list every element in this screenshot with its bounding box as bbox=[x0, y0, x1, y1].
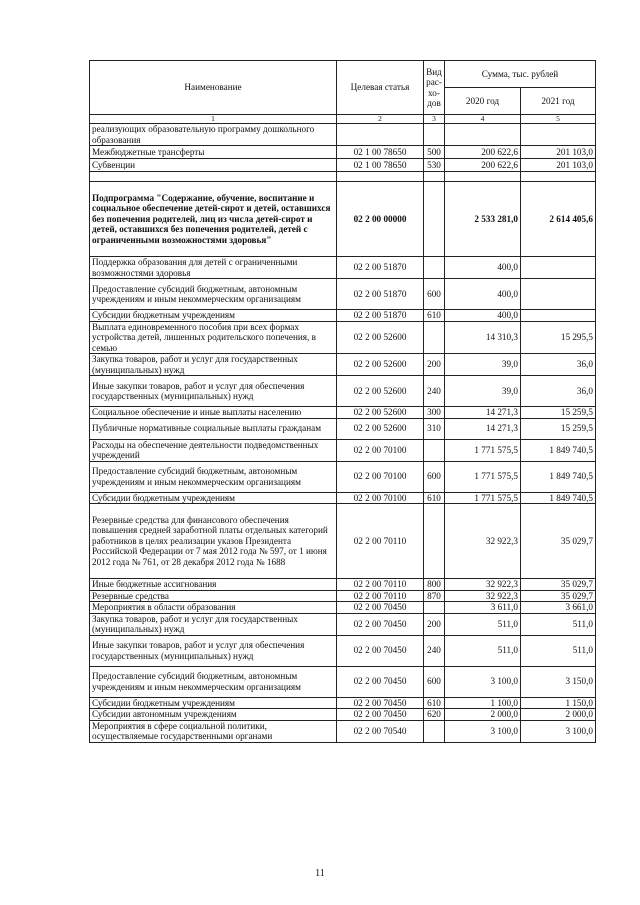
column-index-row bbox=[90, 115, 596, 124]
row-code-cell: 02 2 00 00000 bbox=[337, 182, 424, 257]
table-row bbox=[90, 709, 596, 721]
table-row bbox=[90, 172, 596, 182]
row-name-cell: Субсидии бюджетным учреждениям bbox=[90, 310, 337, 322]
row-sum-2021-cell bbox=[521, 257, 596, 279]
row-vid-cell bbox=[424, 257, 445, 279]
row-sum-2020-cell: 32 922,3 bbox=[445, 590, 521, 602]
row-sum-2020-cell: 2 000,0 bbox=[445, 709, 521, 721]
row-sum-2021-cell: 15 295,5 bbox=[521, 321, 596, 354]
row-name-cell: Межбюджетные трансферты bbox=[90, 146, 337, 159]
header-name: Наименование bbox=[90, 61, 337, 115]
row-sum-2021-cell: 3 661,0 bbox=[521, 602, 596, 614]
row-sum-2020-cell: 1 771 575,5 bbox=[445, 492, 521, 504]
table-row bbox=[90, 257, 596, 279]
row-sum-2021-cell: 35 029,7 bbox=[521, 579, 596, 591]
row-code-cell: 02 2 00 52600 bbox=[337, 321, 424, 354]
row-vid-cell: 800 bbox=[424, 579, 445, 591]
row-sum-2021-cell: 1 849 740,5 bbox=[521, 461, 596, 492]
index-cell: 5 bbox=[521, 115, 596, 124]
table-row bbox=[90, 461, 596, 492]
row-vid-cell: 620 bbox=[424, 709, 445, 721]
row-code-cell: 02 2 00 52600 bbox=[337, 376, 424, 407]
row-code-cell: 02 2 00 70450 bbox=[337, 697, 424, 709]
header-vid: Вид рас- хо- дов bbox=[424, 61, 445, 115]
row-sum-2020-cell: 39,0 bbox=[445, 354, 521, 376]
row-name-cell: Закупка товаров, работ и услуг для государственных (муниципальных) нужд bbox=[90, 354, 337, 376]
row-code-cell: 02 2 00 70450 bbox=[337, 602, 424, 614]
table-row bbox=[90, 146, 596, 159]
row-vid-cell: 600 bbox=[424, 461, 445, 492]
row-vid-cell: 600 bbox=[424, 666, 445, 697]
row-vid-cell: 600 bbox=[424, 279, 445, 310]
row-code-cell: 02 2 00 70100 bbox=[337, 461, 424, 492]
row-sum-2021-cell: 3 150,0 bbox=[521, 666, 596, 697]
table-row bbox=[90, 590, 596, 602]
index-cell: 1 bbox=[90, 115, 337, 124]
row-name-cell: реализующих образовательную программу дошкольного образования bbox=[90, 124, 337, 146]
row-vid-cell bbox=[424, 504, 445, 579]
table-row bbox=[90, 635, 596, 666]
row-sum-2020-cell: 14 271,3 bbox=[445, 418, 521, 439]
budget-table bbox=[89, 60, 596, 743]
table-row bbox=[90, 579, 596, 591]
row-name-cell: Социальное обеспечение и иные выплаты населению bbox=[90, 407, 337, 419]
row-sum-2020-cell: 1 771 575,5 bbox=[445, 439, 521, 461]
table-row bbox=[90, 492, 596, 504]
row-sum-2021-cell: 2 000,0 bbox=[521, 709, 596, 721]
table-row bbox=[90, 279, 596, 310]
row-sum-2021-cell: 2 614 405,6 bbox=[521, 182, 596, 257]
table-row bbox=[90, 407, 596, 419]
table-row bbox=[90, 354, 596, 376]
table-row bbox=[90, 602, 596, 614]
row-sum-2020-cell: 400,0 bbox=[445, 310, 521, 322]
table-row bbox=[90, 697, 596, 709]
row-name-cell: Публичные нормативные социальные выплаты гражданам bbox=[90, 418, 337, 439]
row-sum-2020-cell: 3 100,0 bbox=[445, 720, 521, 742]
row-sum-2020-cell: 3 100,0 bbox=[445, 666, 521, 697]
row-sum-2020-cell: 14 310,3 bbox=[445, 321, 521, 354]
row-code-cell: 02 1 00 78650 bbox=[337, 159, 424, 172]
row-vid-cell bbox=[424, 602, 445, 614]
index-cell: 2 bbox=[337, 115, 424, 124]
row-name-cell: Иные закупки товаров, работ и услуг для обеспечения государственных (муниципальных) нужд bbox=[90, 376, 337, 407]
header-year-2021: 2021 год bbox=[521, 88, 596, 115]
row-code-cell: 02 2 00 70110 bbox=[337, 590, 424, 602]
row-name-cell: Иные закупки товаров, работ и услуг для обеспечения государственных (муниципальных) нужд bbox=[90, 635, 337, 666]
row-sum-2020-cell bbox=[445, 172, 521, 182]
row-sum-2021-cell: 35 029,7 bbox=[521, 504, 596, 579]
header-code: Целевая статья bbox=[337, 61, 424, 115]
row-sum-2020-cell: 3 611,0 bbox=[445, 602, 521, 614]
row-sum-2020-cell bbox=[445, 124, 521, 146]
table-row bbox=[90, 613, 596, 635]
row-sum-2020-cell: 2 533 281,0 bbox=[445, 182, 521, 257]
budget-table-sheet bbox=[89, 60, 595, 743]
row-sum-2020-cell: 32 922,3 bbox=[445, 579, 521, 591]
row-name-cell: Закупка товаров, работ и услуг для государственных (муниципальных) нужд bbox=[90, 613, 337, 635]
row-sum-2020-cell: 511,0 bbox=[445, 613, 521, 635]
table-row bbox=[90, 376, 596, 407]
table-row bbox=[90, 182, 596, 257]
row-code-cell: 02 2 00 70450 bbox=[337, 613, 424, 635]
row-vid-cell: 870 bbox=[424, 590, 445, 602]
row-code-cell: 02 2 00 70110 bbox=[337, 504, 424, 579]
table-row bbox=[90, 504, 596, 579]
row-name-cell: Подпрограмма "Содержание, обучение, воспитание и социальное обеспечение детей-сирот и детей, оставшихся без попечения родителей, лиц из числа детей-сирот и детей, оставшихся без попечения родителей, детей с ограниченными возможностями здоровья" bbox=[90, 182, 337, 257]
row-vid-cell: 300 bbox=[424, 407, 445, 419]
row-sum-2020-cell: 1 771 575,5 bbox=[445, 461, 521, 492]
row-code-cell: 02 2 00 52600 bbox=[337, 407, 424, 419]
row-code-cell bbox=[337, 124, 424, 146]
table-row bbox=[90, 124, 596, 146]
row-name-cell: Поддержка образования для детей с ограниченными возможностями здоровья bbox=[90, 257, 337, 279]
row-code-cell: 02 2 00 70450 bbox=[337, 709, 424, 721]
row-vid-cell: 530 bbox=[424, 159, 445, 172]
index-cell: 3 bbox=[424, 115, 445, 124]
row-sum-2021-cell bbox=[521, 310, 596, 322]
row-code-cell: 02 2 00 70110 bbox=[337, 579, 424, 591]
row-sum-2021-cell: 1 849 740,5 bbox=[521, 492, 596, 504]
row-code-cell: 02 2 00 70540 bbox=[337, 720, 424, 742]
row-sum-2020-cell: 400,0 bbox=[445, 257, 521, 279]
row-sum-2020-cell: 1 100,0 bbox=[445, 697, 521, 709]
row-vid-cell bbox=[424, 172, 445, 182]
row-sum-2021-cell: 36,0 bbox=[521, 376, 596, 407]
table-row bbox=[90, 321, 596, 354]
row-name-cell: Мероприятия в области образования bbox=[90, 602, 337, 614]
row-name-cell: Иные бюджетные ассигнования bbox=[90, 579, 337, 591]
row-sum-2021-cell: 15 259,5 bbox=[521, 418, 596, 439]
row-name-cell: Выплата единовременного пособия при всех формах устройства детей, лишенных родительского попечения, в семью bbox=[90, 321, 337, 354]
row-sum-2021-cell: 511,0 bbox=[521, 613, 596, 635]
row-vid-cell: 240 bbox=[424, 635, 445, 666]
row-sum-2021-cell: 201 103,0 bbox=[521, 159, 596, 172]
row-sum-2021-cell: 511,0 bbox=[521, 635, 596, 666]
row-name-cell: Предоставление субсидий бюджетным, автономным учреждениям и иным некоммерческим организациям bbox=[90, 461, 337, 492]
table-row bbox=[90, 310, 596, 322]
row-code-cell: 02 2 00 70100 bbox=[337, 492, 424, 504]
row-vid-cell: 240 bbox=[424, 376, 445, 407]
row-vid-cell bbox=[424, 321, 445, 354]
row-vid-cell bbox=[424, 439, 445, 461]
row-vid-cell: 200 bbox=[424, 613, 445, 635]
row-vid-cell: 610 bbox=[424, 492, 445, 504]
row-vid-cell bbox=[424, 124, 445, 146]
row-sum-2021-cell: 36,0 bbox=[521, 354, 596, 376]
row-sum-2021-cell: 1 849 740,5 bbox=[521, 439, 596, 461]
row-vid-cell: 200 bbox=[424, 354, 445, 376]
row-name-cell: Мероприятия в сфере социальной политики, осуществляемые государственными органами bbox=[90, 720, 337, 742]
row-sum-2021-cell: 3 100,0 bbox=[521, 720, 596, 742]
row-sum-2021-cell: 201 103,0 bbox=[521, 146, 596, 159]
row-code-cell: 02 2 00 52600 bbox=[337, 418, 424, 439]
row-vid-cell bbox=[424, 182, 445, 257]
row-sum-2020-cell: 39,0 bbox=[445, 376, 521, 407]
row-sum-2020-cell: 14 271,3 bbox=[445, 407, 521, 419]
row-sum-2021-cell bbox=[521, 172, 596, 182]
row-code-cell: 02 2 00 70450 bbox=[337, 666, 424, 697]
row-code-cell: 02 2 00 51870 bbox=[337, 310, 424, 322]
row-vid-cell: 310 bbox=[424, 418, 445, 439]
row-sum-2020-cell: 400,0 bbox=[445, 279, 521, 310]
row-sum-2021-cell bbox=[521, 124, 596, 146]
row-code-cell: 02 2 00 52600 bbox=[337, 354, 424, 376]
row-vid-cell: 610 bbox=[424, 310, 445, 322]
row-code-cell: 02 1 00 78650 bbox=[337, 146, 424, 159]
row-sum-2021-cell: 35 029,7 bbox=[521, 590, 596, 602]
row-name-cell: Резервные средства bbox=[90, 590, 337, 602]
table-row bbox=[90, 720, 596, 742]
row-code-cell: 02 2 00 70450 bbox=[337, 635, 424, 666]
row-vid-cell: 610 bbox=[424, 697, 445, 709]
row-name-cell: Субвенции bbox=[90, 159, 337, 172]
header-year-2020: 2020 год bbox=[445, 88, 521, 115]
table-body bbox=[90, 124, 596, 743]
row-sum-2020-cell: 32 922,3 bbox=[445, 504, 521, 579]
row-code-cell: 02 2 00 70100 bbox=[337, 439, 424, 461]
row-vid-cell: 500 bbox=[424, 146, 445, 159]
header-sum: Сумма, тыс. рублей bbox=[445, 61, 596, 88]
row-name-cell: Предоставление субсидий бюджетным, автономным учреждениям и иным некоммерческим организациям bbox=[90, 666, 337, 697]
row-name-cell: Субсидии бюджетным учреждениям bbox=[90, 697, 337, 709]
row-sum-2020-cell: 200 622,6 bbox=[445, 159, 521, 172]
table-row bbox=[90, 159, 596, 172]
row-code-cell: 02 2 00 51870 bbox=[337, 257, 424, 279]
row-sum-2020-cell: 511,0 bbox=[445, 635, 521, 666]
row-vid-cell bbox=[424, 720, 445, 742]
row-sum-2020-cell: 200 622,6 bbox=[445, 146, 521, 159]
table-header bbox=[90, 61, 596, 124]
row-name-cell: Резервные средства для финансового обеспечения повышения средней заработной платы отдельных категорий работников в целях реализации указов Президента Российской Федерации от 7 мая 2012 года № 597, от 1 июня 2012 года № 761, от 28 декабря 2012 года № 1688 bbox=[90, 504, 337, 579]
table-row bbox=[90, 439, 596, 461]
row-name-cell: Субсидии бюджетным учреждениям bbox=[90, 492, 337, 504]
page-number: 11 bbox=[315, 868, 325, 879]
row-code-cell: 02 2 00 51870 bbox=[337, 279, 424, 310]
table-row bbox=[90, 666, 596, 697]
row-name-cell bbox=[90, 172, 337, 182]
row-name-cell: Предоставление субсидий бюджетным, автономным учреждениям и иным некоммерческим организациям bbox=[90, 279, 337, 310]
index-cell: 4 bbox=[445, 115, 521, 124]
row-name-cell: Расходы на обеспечение деятельности подведомственных учреждений bbox=[90, 439, 337, 461]
row-sum-2021-cell bbox=[521, 279, 596, 310]
row-sum-2021-cell: 15 259,5 bbox=[521, 407, 596, 419]
table-row bbox=[90, 418, 596, 439]
row-name-cell: Субсидии автономным учреждениям bbox=[90, 709, 337, 721]
row-code-cell bbox=[337, 172, 424, 182]
row-sum-2021-cell: 1 150,0 bbox=[521, 697, 596, 709]
